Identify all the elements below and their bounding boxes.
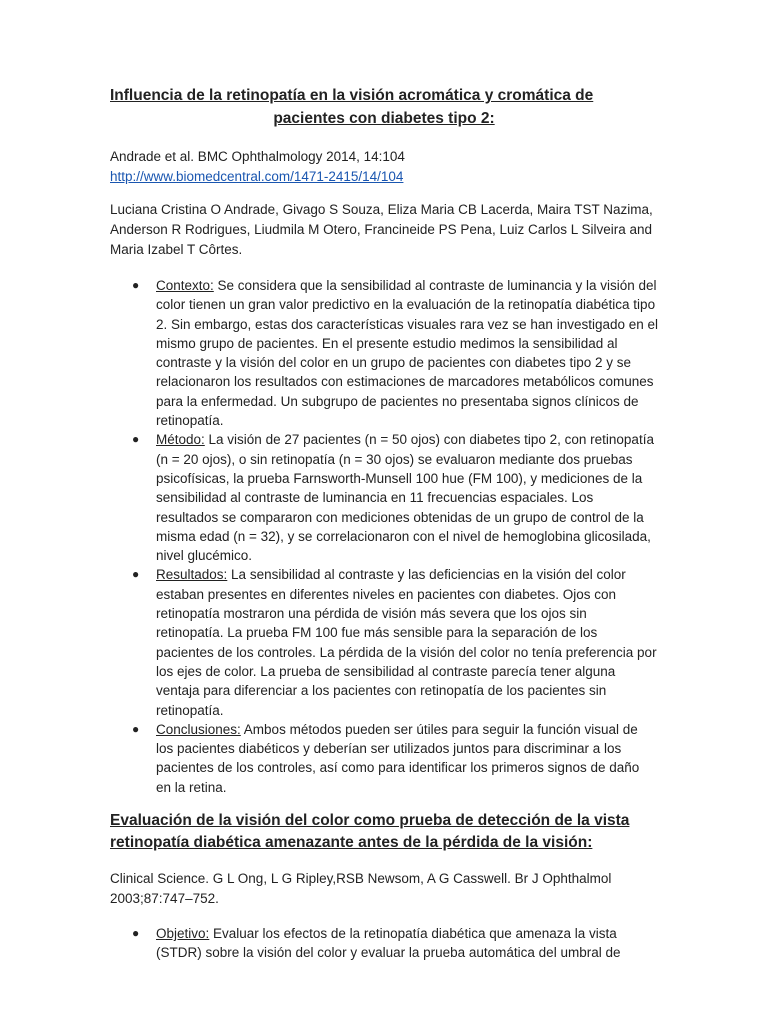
section1-title: [110, 86, 658, 129]
list-item: [110, 276, 658, 430]
section1-citation: Andrade et al. BMC Ophthalmology 2014, 14:104: [110, 149, 405, 164]
bullet-label: Resultados:: [156, 567, 228, 583]
bullet-icon: ●: [132, 926, 140, 941]
section1-title-line1: Influencia de la retinopatía en la visión acromática y cromática de: [110, 87, 594, 104]
list-item: [110, 565, 658, 719]
bullet-text: La sensibilidad al contraste y las deficiencias en la visión del color estaban presentes en diferentes niveles en pacientes con diabetes. Ojos con retinopatía mostraron una pérdida de visión más severa que los ojos sin retinopatía. La prueba FM 100 fue más sensible para la separación de los pacientes de los controles. La pérdida de la visión del color no tenía preferencia por los ejes de color. La prueba de sensibilidad al contraste parecía tener alguna ventaja para diferenciar a los pacientes con retinopatía de los pacientes sin retinopatía.: [156, 567, 657, 718]
bullet-text: La visión de 27 pacientes (n = 50 ojos) con diabetes tipo 2, con retinopatía (n = 20 ojos), o sin retinopatía (n = 30 ojos) se evaluaron mediante dos pruebas psicofísicas, la prueba Farnsworth-Munsell 100 hue (FM 100), y mediciones de la sensibilidad al contraste de luminancia en 11 frecuencias espaciales. Los resultados se compararon con mediciones obtenidas de un grupo de control de la misma edad (n = 32), y se correlacionaron con el nivel de hemoglobina glicosilada, nivel glucémico.: [156, 432, 654, 564]
bullet-icon: ●: [132, 432, 140, 447]
bullet-text: Se considera que la sensibilidad al contraste de luminancia y la visión del color tienen un gran valor predictivo en la evaluación de la retinopatía diabética tipo 2. Sin embargo, estas dos características visuales rara vez se han investigado en el mismo grupo de pacientes. En el presente estudio medimos la sensibilidad al contraste y la visión del color en un grupo de pacientes con diabetes tipo 2 y se relacionaron los resultados con estimaciones de marcadores metabólicos comunes para la enfermedad. Un subgrupo de pacientes no presentaba signos clínicos de retinopatía.: [156, 278, 659, 429]
bullet-label: Contexto:: [156, 278, 214, 293]
list-item: [110, 924, 658, 963]
bullet-label: Método:: [156, 432, 205, 448]
section2-title-line2: retinopatía diabética amenazante antes de la pérdida de la visión:: [110, 834, 593, 852]
list-item: [110, 720, 658, 797]
bullet-icon: ●: [132, 721, 140, 736]
section1-authors: Luciana Cristina O Andrade, Givago S Souza, Eliza Maria CB Lacerda, Maira TST Nazima, Anderson R Rodrigues, Liudmila M Otero, Francineide PS Pena, Luiz Carlos L Silveira and Maria Izabel T Côrtes.: [110, 202, 653, 257]
section2-bullet-list: [110, 924, 658, 963]
list-item: [110, 430, 658, 565]
bullet-label: Objetivo:: [156, 926, 210, 942]
section2-title-line1: Evaluación de la visión del color como prueba de detección de la vista: [110, 812, 630, 830]
bullet-text: Ambos métodos pueden ser útiles para seguir la función visual de los pacientes diabéticos y deberían ser utilizados juntos para discriminar a los pacientes de los controles, así como para identificar los primeros signos de daño en la retina.: [156, 721, 640, 795]
section1-link[interactable]: http://www.biomedcentral.com/1471-2415/14/104: [110, 168, 404, 184]
bullet-label: Conclusiones:: [156, 721, 241, 737]
bullet-icon: ●: [132, 567, 140, 582]
document-body: [110, 86, 658, 963]
section1-bullet-list: [110, 276, 658, 797]
section2-title: [110, 811, 658, 853]
bullet-text: Evaluar los efectos de la retinopatía diabética que amenaza la vista (STDR) sobre la visión del color y evaluar la prueba automática del umbral de: [156, 926, 621, 961]
section1-title-line2: pacientes con diabetes tipo 2:: [273, 110, 495, 127]
bullet-icon: ●: [132, 278, 140, 292]
section2-citation: Clinical Science. G L Ong, L G Ripley,RSB Newsom, A G Casswell. Br J Ophthalmol 2003;87:747–752.: [110, 871, 612, 906]
